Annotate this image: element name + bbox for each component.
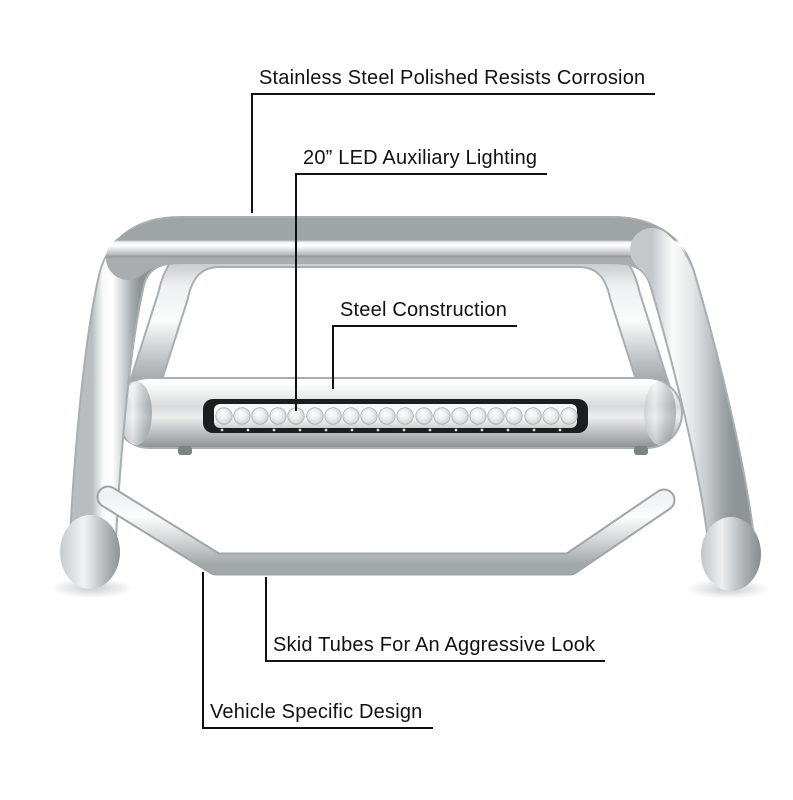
mounting-tab-right (634, 446, 648, 455)
callout-label-corrosion: Stainless Steel Polished Resists Corrosion (251, 66, 655, 95)
left-foot (60, 515, 120, 589)
mounting-tab-left (178, 446, 192, 455)
foot-shadows (50, 578, 770, 599)
skid-tube (108, 497, 664, 564)
callout-line-led (295, 174, 297, 411)
callout-label-led-lighting: 20” LED Auxiliary Lighting (295, 146, 547, 175)
callout-label-vehicle-specific: Vehicle Specific Design (202, 700, 433, 729)
callout-label-skid-tubes: Skid Tubes For An Aggressive Look (265, 633, 605, 662)
right-foot (701, 517, 761, 591)
callout-line-corrosion (251, 94, 253, 213)
callout-line-steel (332, 326, 334, 389)
led-light-bar (203, 399, 588, 433)
callout-label-steel-construction: Steel Construction (332, 298, 517, 327)
